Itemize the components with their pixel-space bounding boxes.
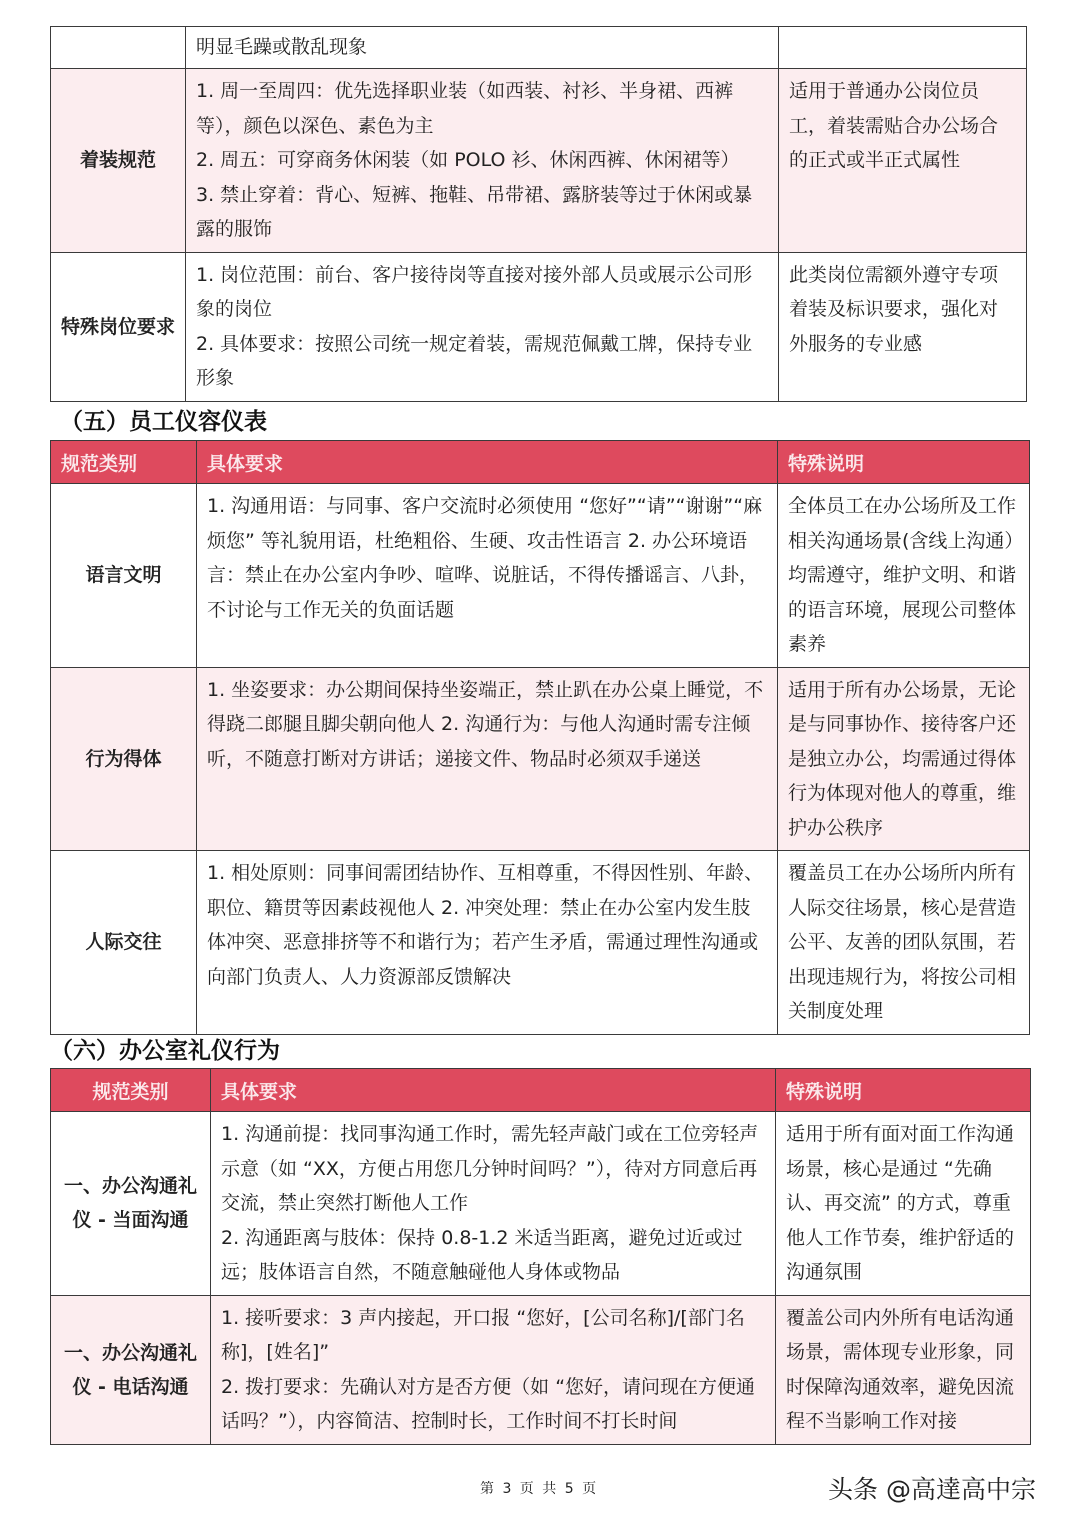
section-title-5: （五）员工仪容仪表 [60, 409, 267, 435]
requirement-cell [186, 69, 779, 253]
office-etiquette-table [50, 1068, 1031, 1445]
requirement-line: 1. 沟通前提：找同事沟通工作时，需先轻声敲门或在工位旁轻声示意（如 “XX，方便占用您几分钟时间吗？”），待对方同意后再交流，禁止突然打断他人工作 [221, 1123, 759, 1214]
table-header-row [51, 1069, 1031, 1112]
category-cell: 着装规范 [51, 69, 186, 253]
requirement-cell [186, 252, 779, 401]
note-cell: 适用于所有办公场景，无论是与同事协作、接待客户还是独立办公，均需通过得体行为体现对他人的尊重，维护办公秩序 [778, 667, 1030, 851]
watermark: 头条 @高達高中宗 [828, 1475, 1036, 1504]
requirement-cell: 1. 坐姿要求：办公期间保持坐姿端正，禁止趴在办公桌上睡觉，不得跷二郎腿且脚尖朝向他人 2. 沟通行为：与他人沟通时需专注倾听，不随意打断对方讲话；递接文件、物品时必须双手递送 [197, 667, 778, 851]
table-row [51, 851, 1030, 1035]
requirement-line: 1. 周一至周四：优先选择职业装（如西装、衬衫、半身裙、西裤等），颜色以深色、素色为主 [196, 80, 734, 137]
note-cell: 适用于普通办公岗位员工，着装需贴合办公场合的正式或半正式属性 [779, 69, 1027, 253]
page-number: 第 3 页 共 5 页 [480, 1481, 599, 1497]
header-category: 规范类别 [51, 441, 197, 484]
requirement-cell: 1. 沟通用语：与同事、客户交流时必须使用 “您好”“请”“谢谢”“麻烦您” 等礼貌用语，杜绝粗俗、生硬、攻击性语言 2. 办公环境语言：禁止在办公室内争吵、喧哗、说脏话，不得传播谣言、八卦，不讨论与工作无关的负面话题 [197, 484, 778, 668]
header-category: 规范类别 [51, 1069, 211, 1112]
category-cell: 一、办公沟通礼仪 - 电话沟通 [51, 1295, 211, 1444]
category-cell: 语言文明 [51, 484, 197, 668]
category-cell: 特殊岗位要求 [51, 252, 186, 401]
dress-code-table [50, 26, 1027, 402]
section-title-6: （六）办公室礼仪行为 [50, 1038, 280, 1064]
header-note: 特殊说明 [778, 441, 1030, 484]
header-requirement: 具体要求 [211, 1069, 776, 1112]
table-row [51, 667, 1030, 851]
requirement-cell [211, 1295, 776, 1444]
requirement-cell: 明显毛躁或散乱现象 [186, 27, 779, 69]
requirement-line: 2. 具体要求：按照公司统一规定着装，需规范佩戴工牌，保持专业形象 [196, 332, 753, 389]
requirement-line: 1. 岗位范围：前台、客户接待岗等直接对接外部人员或展示公司形象的岗位 [196, 263, 753, 320]
table-row [51, 1295, 1031, 1444]
requirement-cell: 1. 相处原则：同事间需团结协作、互相尊重，不得因性别、年龄、职位、籍贯等因素歧视他人 2. 冲突处理：禁止在办公室内发生肢体冲突、恶意排挤等不和谐行为；若产生矛盾，需通过理性沟通或向部门负责人、人力资源部反馈解决 [197, 851, 778, 1035]
table-header-row [51, 441, 1030, 484]
requirement-line: 2. 拨打要求：先确认对方是否方便（如 “您好，请问现在方便通话吗？”），内容简洁、控制时长，工作时间不打长时间 [221, 1375, 756, 1432]
header-requirement: 具体要求 [197, 441, 778, 484]
note-cell: 覆盖员工在办公场所内所有人际交往场景，核心是营造公平、友善的团队氛围，若出现违规行为，将按公司相关制度处理 [778, 851, 1030, 1035]
table-row [51, 484, 1030, 668]
appearance-table [50, 440, 1030, 1035]
note-cell: 此类岗位需额外遵守专项着装及标识要求，强化对外服务的专业感 [779, 252, 1027, 401]
category-cell: 人际交往 [51, 851, 197, 1035]
category-cell: 一、办公沟通礼仪 - 当面沟通 [51, 1112, 211, 1296]
requirement-line: 2. 沟通距离与肢体：保持 0.8-1.2 米适当距离，避免过近或过远；肢体语言自然，不随意触碰他人身体或物品 [221, 1226, 743, 1283]
requirement-line: 2. 周五：可穿商务休闲装（如 POLO 衫、休闲西裤、休闲裙等） [196, 149, 740, 171]
requirement-line: 3. 禁止穿着：背心、短裤、拖鞋、吊带裙、露脐装等过于休闲或暴露的服饰 [196, 183, 753, 240]
category-cell [51, 27, 186, 69]
requirement-line: 1. 接听要求：3 声内接起，开口报 “您好，[公司名称]/[部门名称]，[姓名]” [221, 1306, 745, 1363]
table-row [51, 69, 1027, 253]
note-cell [779, 27, 1027, 69]
category-cell: 行为得体 [51, 667, 197, 851]
table-row [51, 1112, 1031, 1296]
note-cell: 全体员工在办公场所及工作相关沟通场景(含线上沟通）均需遵守，维护文明、和谐的语言环境，展现公司整体素养 [778, 484, 1030, 668]
note-cell: 覆盖公司内外所有电话沟通场景，需体现专业形象，同时保障沟通效率，避免因流程不当影响工作对接 [776, 1295, 1031, 1444]
header-note: 特殊说明 [776, 1069, 1031, 1112]
table-row [51, 27, 1027, 69]
requirement-cell [211, 1112, 776, 1296]
note-cell: 适用于所有面对面工作沟通场景，核心是通过 “先确认、再交流” 的方式，尊重他人工作节奏，维护舒适的沟通氛围 [776, 1112, 1031, 1296]
table-row [51, 252, 1027, 401]
